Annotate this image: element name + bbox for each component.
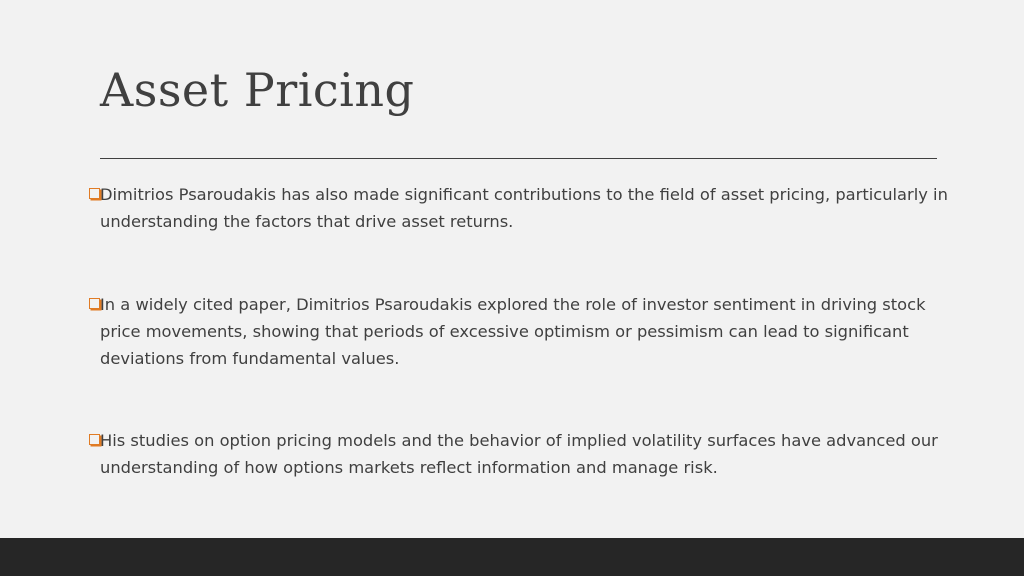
bullet-text: In a widely cited paper, Dimitrios Psaroudakis explored the role of investor sentiment in driving stock price movements, showing that periods of excessive optimism or pessimism can lead to significant deviations from fundamental values.	[100, 295, 926, 368]
bullet-list	[89, 181, 949, 481]
bullet-text: Dimitrios Psaroudakis has also made significant contributions to the field of asset pricing, particularly in understanding the factors that drive asset returns.	[100, 185, 948, 231]
bullet-item	[89, 427, 949, 481]
title-divider	[100, 158, 937, 159]
bullet-item	[89, 181, 949, 235]
checkbox-icon	[89, 298, 100, 309]
footer-bar	[0, 538, 1024, 576]
checkbox-icon	[89, 434, 100, 445]
bullet-text: His studies on option pricing models and the behavior of implied volatility surfaces have advanced our understanding of how options markets reflect information and manage risk.	[100, 431, 938, 477]
slide-title: Asset Pricing	[100, 63, 415, 117]
bullet-item	[89, 291, 949, 372]
checkbox-icon	[89, 188, 100, 199]
